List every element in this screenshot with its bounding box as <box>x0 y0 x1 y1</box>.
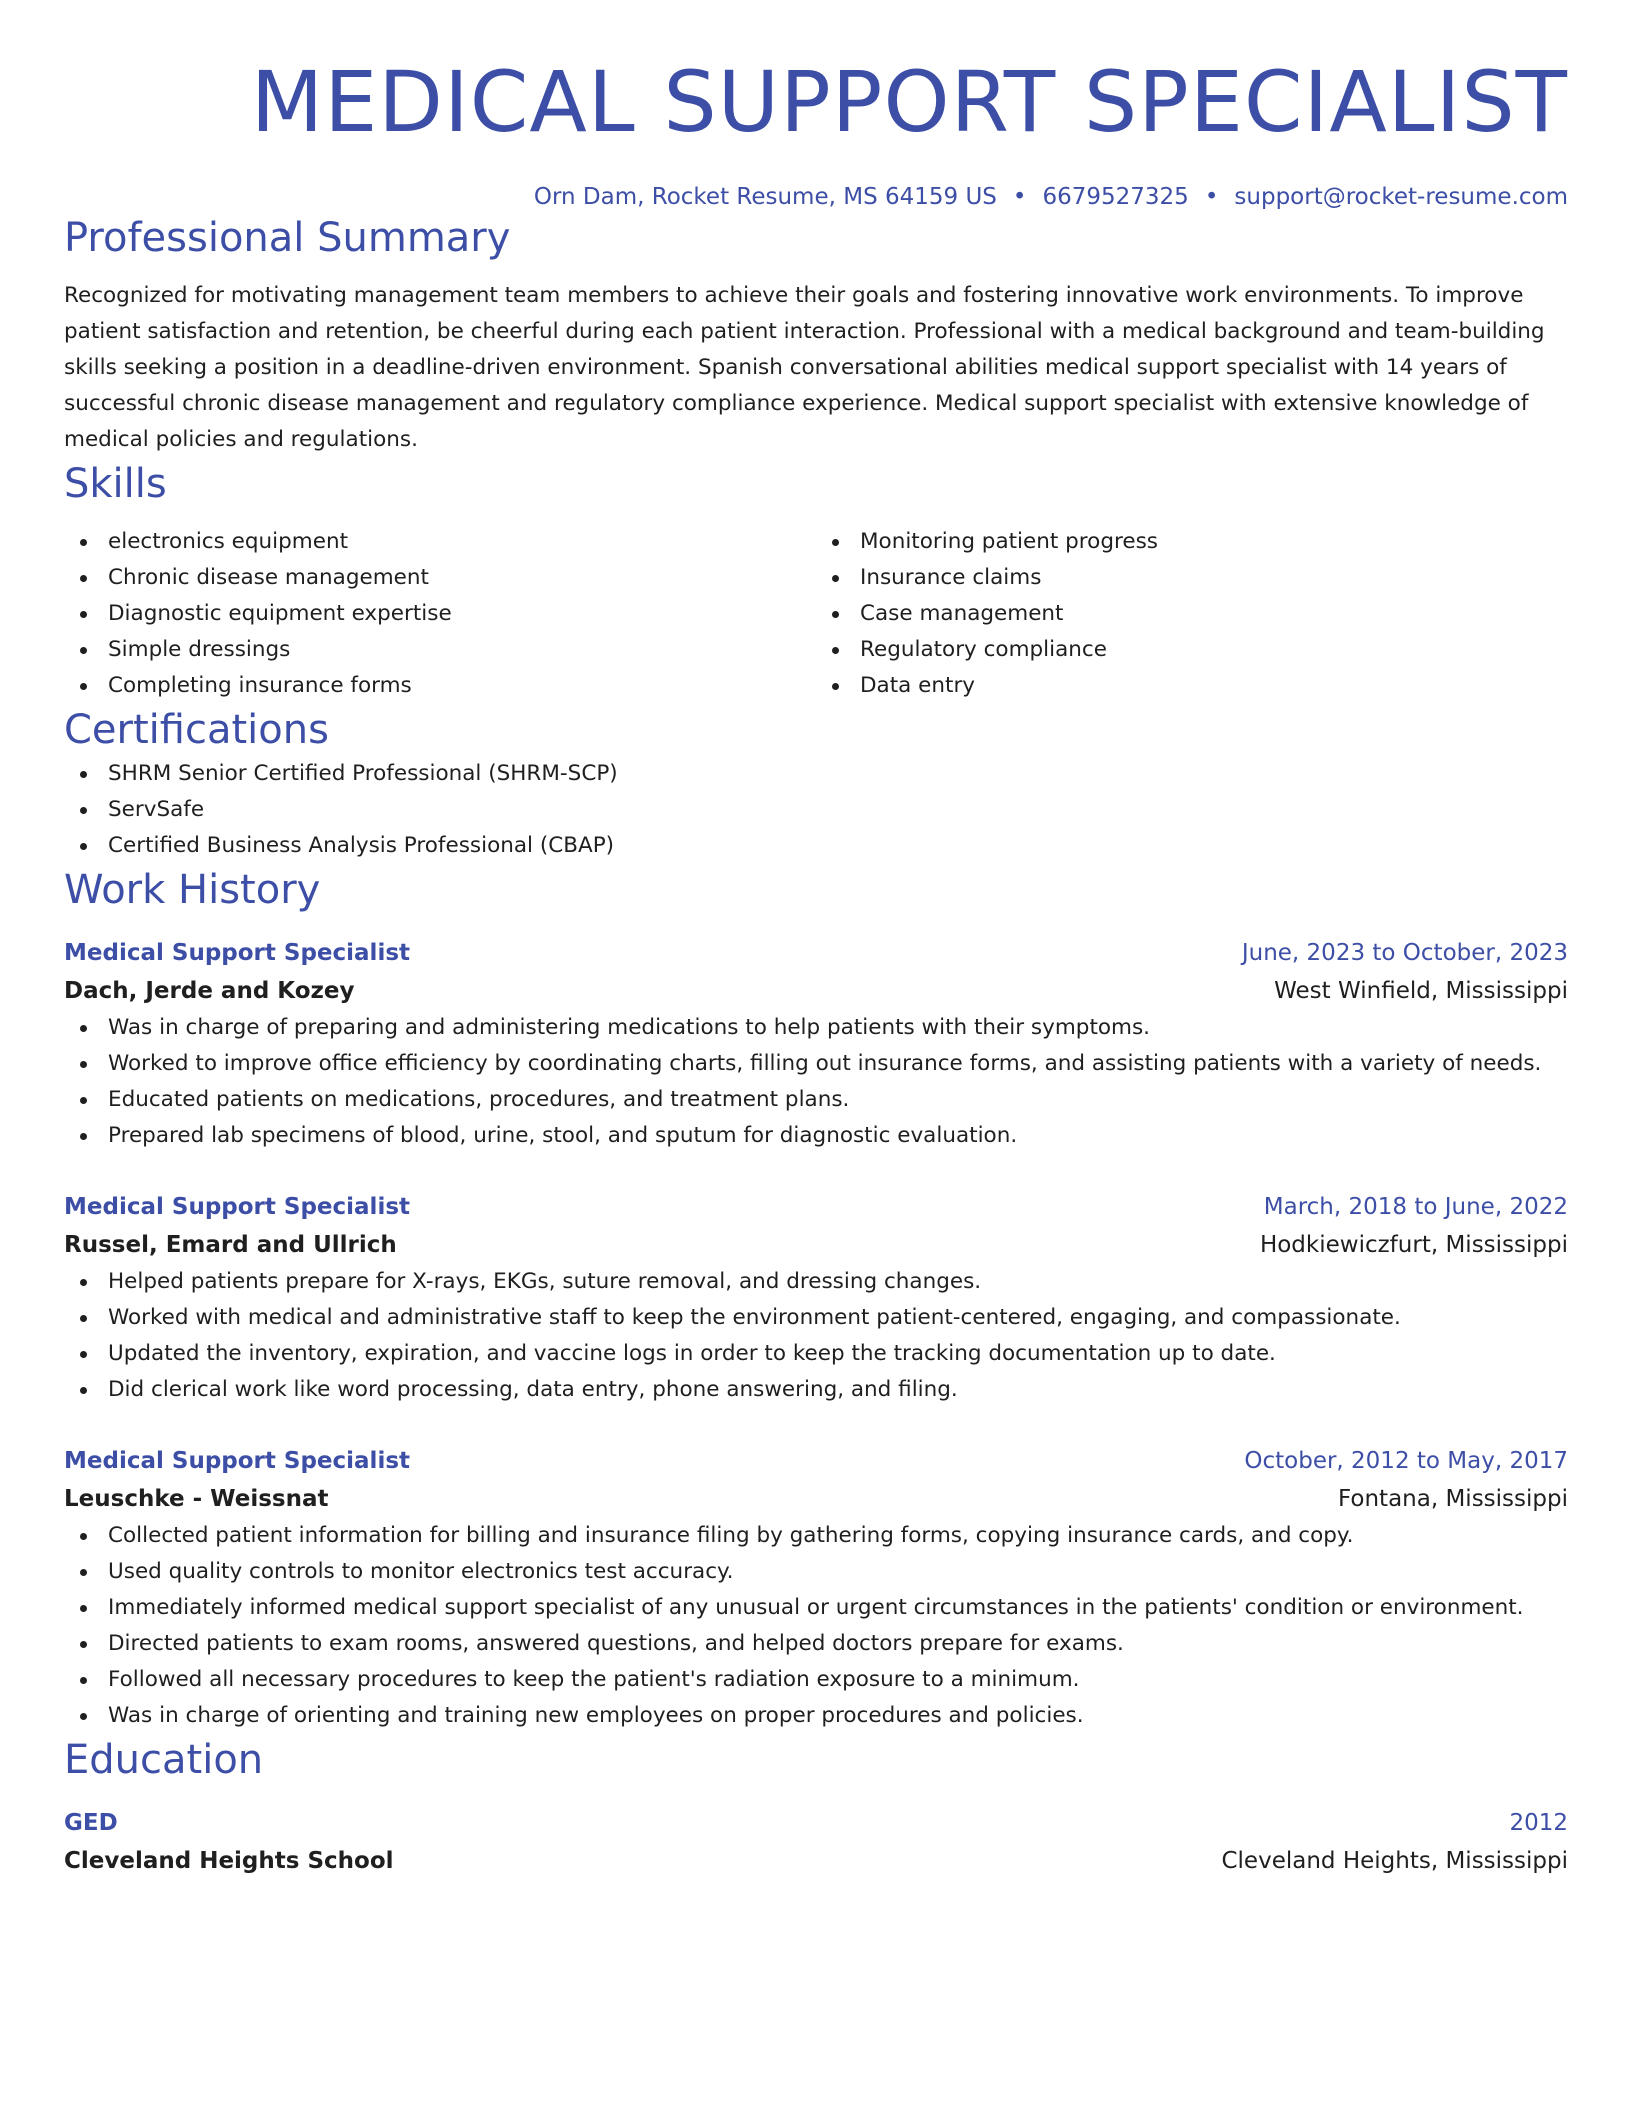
job-entry <box>64 934 1568 1154</box>
job-bullet: Was in charge of preparing and administering medications to help patients with their symptoms. <box>64 1010 1568 1046</box>
contact-email: support@rocket-resume.com <box>1234 184 1568 210</box>
job-bullet: Helped patients prepare for X-rays, EKGs, suture removal, and dressing changes. <box>64 1264 1568 1300</box>
skill-item: Simple dressings <box>64 632 816 668</box>
job-dates: June, 2023 to October, 2023 <box>1241 940 1568 966</box>
education-entry <box>64 1804 1568 1880</box>
job-dates: October, 2012 to May, 2017 <box>1244 1448 1568 1474</box>
contact-separator: • <box>1012 184 1027 210</box>
job-title-row <box>64 1188 1568 1226</box>
job-title: Medical Support Specialist <box>64 1194 411 1220</box>
job-company-row <box>64 972 1568 1010</box>
skill-item: Chronic disease management <box>64 560 816 596</box>
job-entry <box>64 1188 1568 1408</box>
job-title: Medical Support Specialist <box>64 940 411 966</box>
skills-heading: Skills <box>64 461 167 507</box>
job-location: Hodkiewiczfurt, Mississippi <box>1259 1232 1568 1258</box>
education-school: Cleveland Heights School <box>64 1848 394 1874</box>
job-bullet: Directed patients to exam rooms, answered questions, and helped doctors prepare for exams. <box>64 1626 1568 1662</box>
job-bullet: Updated the inventory, expiration, and vaccine logs in order to keep the tracking documentation up to date. <box>64 1336 1568 1372</box>
skill-item: electronics equipment <box>64 524 816 560</box>
certifications-list <box>64 756 1568 864</box>
page-title: MEDICAL SUPPORT SPECIALIST <box>250 53 1568 151</box>
certification-item: Certified Business Analysis Professional (CBAP) <box>64 828 1568 864</box>
job-bullet-list <box>64 1010 1568 1154</box>
job-bullet: Did clerical work like word processing, data entry, phone answering, and filing. <box>64 1372 1568 1408</box>
job-company-row <box>64 1480 1568 1518</box>
job-bullet: Collected patient information for billing and insurance filing by gathering forms, copying insurance cards, and copy. <box>64 1518 1568 1554</box>
skill-item: Insurance claims <box>816 560 1568 596</box>
job-title-row <box>64 1442 1568 1480</box>
job-company: Dach, Jerde and Kozey <box>64 978 355 1004</box>
job-bullet-list <box>64 1264 1568 1408</box>
job-bullet: Followed all necessary procedures to keep the patient's radiation exposure to a minimum. <box>64 1662 1568 1698</box>
job-dates: March, 2018 to June, 2022 <box>1263 1194 1568 1220</box>
job-title-row <box>64 934 1568 972</box>
job-company: Russel, Emard and Ullrich <box>64 1232 397 1258</box>
education-location: Cleveland Heights, Mississippi <box>1221 1848 1568 1874</box>
job-bullet: Educated patients on medications, procedures, and treatment plans. <box>64 1082 1568 1118</box>
work-history-heading: Work History <box>64 867 321 913</box>
contact-line <box>64 182 1568 212</box>
skills-grid <box>64 524 1568 704</box>
certification-item: SHRM Senior Certified Professional (SHRM-SCP) <box>64 756 1568 792</box>
job-bullet: Prepared lab specimens of blood, urine, stool, and sputum for diagnostic evaluation. <box>64 1118 1568 1154</box>
skill-item: Monitoring patient progress <box>816 524 1568 560</box>
job-bullet-list <box>64 1518 1568 1734</box>
contact-address: Orn Dam, Rocket Resume, MS 64159 US <box>533 184 997 210</box>
job-bullet: Immediately informed medical support specialist of any unusual or urgent circumstances in the patients' condition or environment. <box>64 1590 1568 1626</box>
skill-item: Data entry <box>816 668 1568 704</box>
education-year: 2012 <box>1509 1810 1568 1836</box>
skill-item: Diagnostic equipment expertise <box>64 596 816 632</box>
job-location: West Winfield, Mississippi <box>1274 978 1568 1004</box>
certifications-heading: Certifications <box>64 707 329 753</box>
education-heading: Education <box>64 1737 264 1783</box>
certification-item: ServSafe <box>64 792 1568 828</box>
job-location: Fontana, Mississippi <box>1338 1486 1568 1512</box>
skill-item: Regulatory compliance <box>816 632 1568 668</box>
contact-phone: 6679527325 <box>1042 184 1189 210</box>
summary-text: Recognized for motivating management team members to achieve their goals and fostering innovative work environments. To improve patient satisfaction and retention, be cheerful during each patient interaction. Professional with a medical background and team-building skills seeking a position in a deadline-driven environment. Spanish conversational abilities medical support specialist with 14 years of successful chronic disease management and regulatory compliance experience. Medical support specialist with extensive knowledge of medical policies and regulations. <box>64 283 1545 452</box>
skills-column-right <box>816 524 1568 704</box>
education-school-row <box>64 1842 1568 1880</box>
skills-list-right <box>816 524 1568 704</box>
education-degree-row <box>64 1804 1568 1842</box>
job-bullet: Used quality controls to monitor electronics test accuracy. <box>64 1554 1568 1590</box>
job-company: Leuschke - Weissnat <box>64 1486 329 1512</box>
skill-item: Case management <box>816 596 1568 632</box>
education-degree: GED <box>64 1810 118 1836</box>
skills-column-left <box>64 524 816 704</box>
skill-item: Completing insurance forms <box>64 668 816 704</box>
job-company-row <box>64 1226 1568 1264</box>
job-entry <box>64 1442 1568 1734</box>
summary-heading: Professional Summary <box>64 215 511 261</box>
job-title: Medical Support Specialist <box>64 1448 411 1474</box>
skills-list-left <box>64 524 816 704</box>
job-bullet: Was in charge of orienting and training new employees on proper procedures and policies. <box>64 1698 1568 1734</box>
contact-separator: • <box>1204 184 1219 210</box>
job-bullet: Worked with medical and administrative staff to keep the environment patient-centered, engaging, and compassionate. <box>64 1300 1568 1336</box>
job-bullet: Worked to improve office efficiency by coordinating charts, filling out insurance forms, and assisting patients with a variety of needs. <box>64 1046 1568 1082</box>
